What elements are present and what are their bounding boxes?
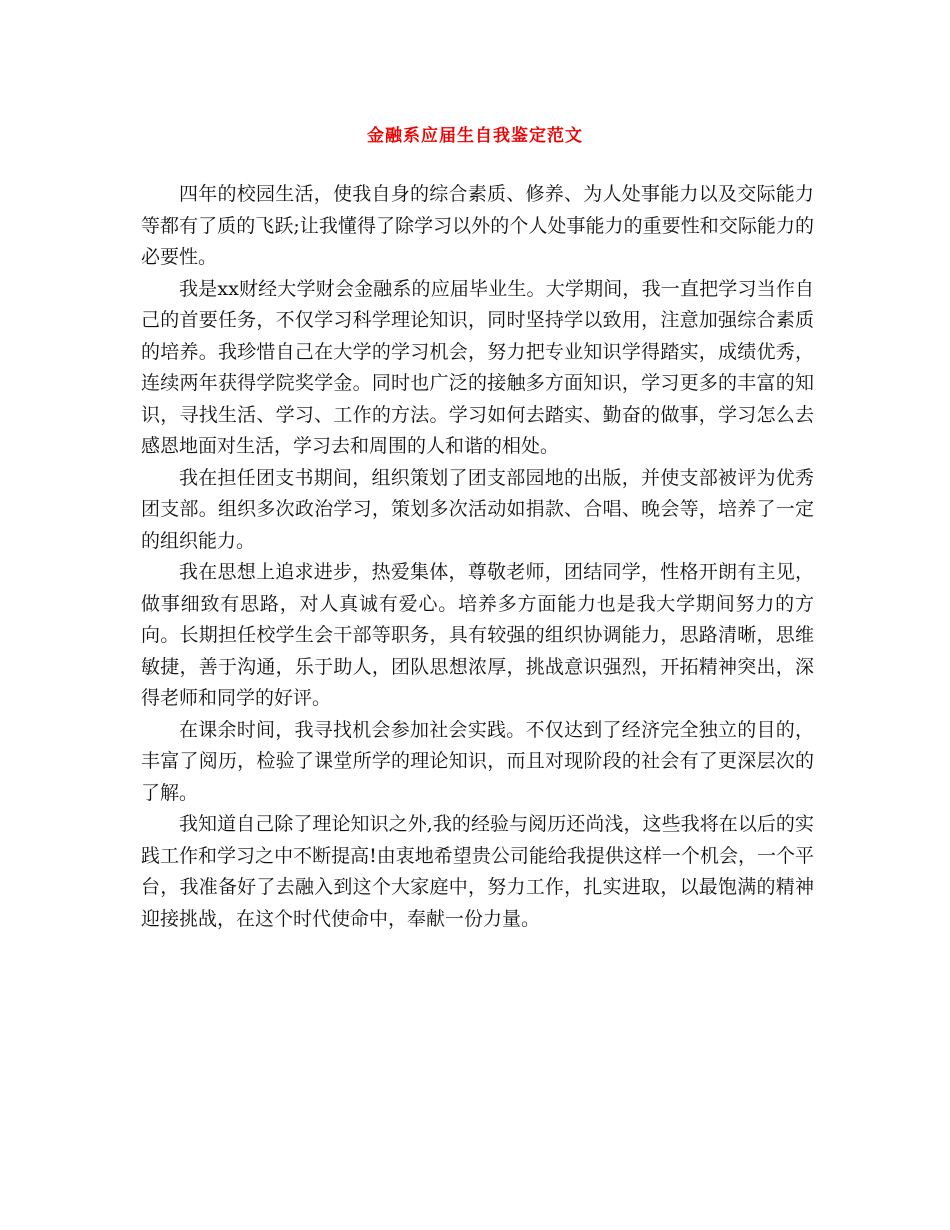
paragraph-3: 我在担任团支书期间，组织策划了团支部园地的出版，并使支部被评为优秀团支部。组织多次政治学习，策划多次活动如捐款、合唱、晚会等，培养了一定的组织能力。 (141, 466, 814, 552)
document-body (141, 179, 814, 935)
document-title: 金融系应届生自我鉴定范文 (367, 126, 583, 146)
paragraph-1: 四年的校园生活，使我自身的综合素质、修养、为人处事能力以及交际能力等都有了质的飞跃;让我懂得了除学习以外的个人处事能力的重要性和交际能力的必要性。 (141, 183, 814, 268)
paragraph-6: 我知道自己除了理论知识之外,我的经验与阅历还尚浅，这些我将在以后的实践工作和学习之中不断提高!由衷地希望贵公司能给我提供这样一个机会，一个平台，我准备好了去融入到这个大家庭中，努力工作，扎实进取，以最饱满的精神迎接挑战，在这个时代使命中，奉献一份力量。 (141, 813, 814, 930)
paragraph-2: 我是xx财经大学财会金融系的应届毕业生。大学期间，我一直把学习当作自己的首要任务，不仅学习科学理论知识，同时坚持学以致用，注意加强综合素质的培养。我珍惜自己在大学的学习机会，努力把专业知识学得踏实，成绩优秀，连续两年获得学院奖学金。同时也广泛的接触多方面知识，学习更多的丰富的知识，寻找生活、学习、工作的方法。学习如何去踏实、勤奋的做事，学习怎么去感恩地面对生活，学习去和周围的人和谐的相处。 (141, 277, 814, 457)
paragraph-4: 我在思想上追求进步，热爱集体，尊敬老师，团结同学，性格开朗有主见，做事细致有思路，对人真诚有爱心。培养多方面能力也是我大学期间努力的方向。长期担任校学生会干部等职务，具有较强的组织协调能力，思路清晰，思维敏捷，善于沟通，乐于助人，团队思想浓厚，挑战意识强烈，开拓精神突出，深得老师和同学的好评。 (141, 561, 814, 709)
paragraph-5: 在课余时间，我寻找机会参加社会实践。不仅达到了经济完全独立的目的，丰富了阅历，检验了课堂所学的理论知识，而且对现阶段的社会有了更深层次的了解。 (141, 718, 814, 804)
